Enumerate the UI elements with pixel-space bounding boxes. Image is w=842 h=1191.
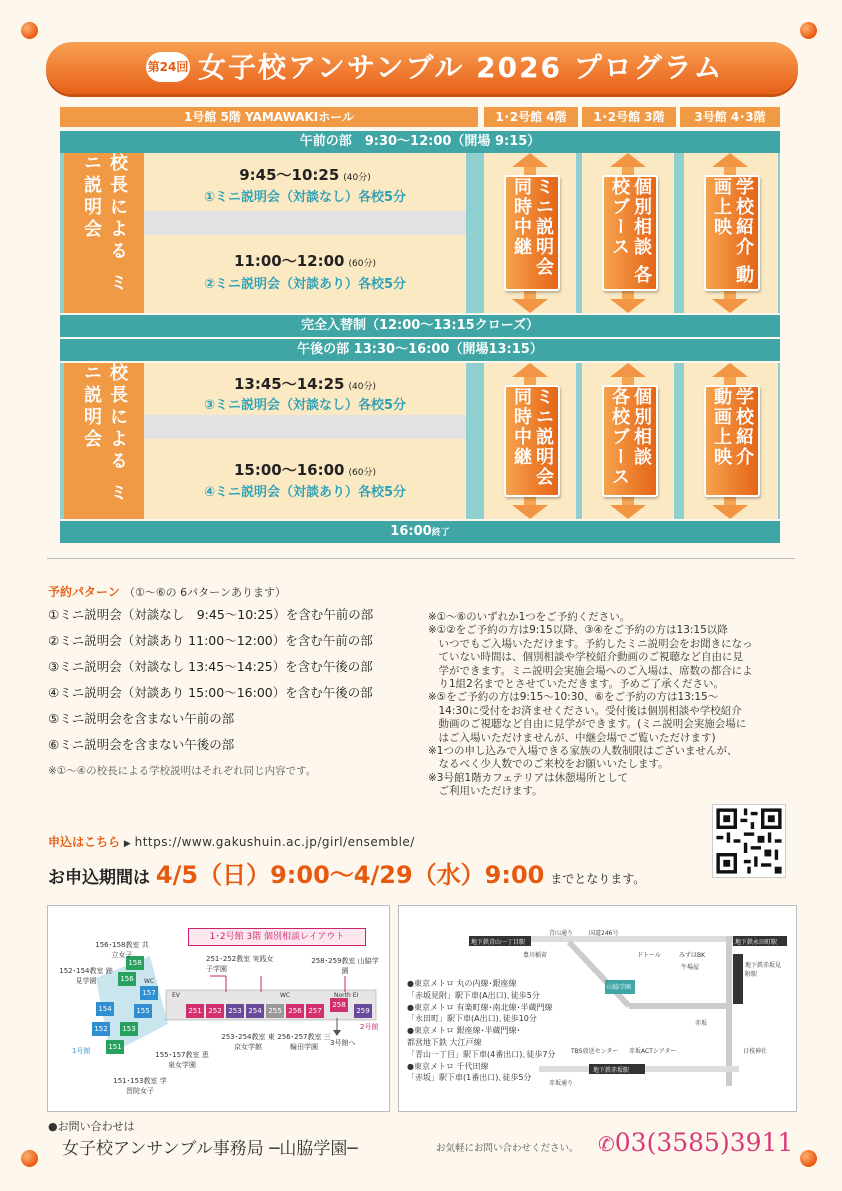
video-label: 学校紹介 動画上映	[704, 175, 760, 291]
room-258: 258	[330, 998, 348, 1012]
session-name: ③ミニ説明会（対談なし）各校5分	[203, 398, 407, 413]
afternoon-side-label: 校長による ミニ説明会	[64, 363, 144, 519]
room-157: 157	[140, 986, 158, 1000]
note-line: ※①②をご予約の方は9:15以降、③④をご予約の方は13:15以降	[428, 624, 728, 637]
session-time: 11:00〜12:00 (60分)	[234, 252, 376, 270]
place-label: 牛場屋	[681, 964, 700, 971]
room-256: 256	[286, 1004, 304, 1018]
schedule-table	[60, 107, 780, 543]
phone-icon: ✆	[598, 1132, 615, 1156]
relay-label: ミニ説明会 同時中継	[504, 385, 560, 497]
note-line: はご入場いただけませんが、中継会場でご覧いただけます)	[428, 731, 716, 744]
school-label: 151･153教室 学習院女子	[113, 1077, 167, 1095]
note-line: 学ができます。ミニ説明会実施会場へのご入場は、席数の都合によ	[428, 664, 753, 677]
place-label: 赤坂	[695, 1020, 708, 1027]
pattern-item: ④ミニ説明会（対談あり 15:00〜16:00）を含む午後の部	[48, 685, 373, 700]
school-label: 155･157教室 恵泉女学園	[155, 1051, 209, 1069]
room-158: 158	[126, 956, 144, 970]
contact-hint: お気軽にお問い合わせください。	[436, 1143, 579, 1154]
room-254: 254	[246, 1004, 264, 1018]
access-line: ●東京メトロ 千代田線	[407, 1061, 489, 1071]
room-153: 153	[120, 1022, 138, 1036]
session-name: ④ミニ説明会（対談あり）各校5分	[203, 485, 407, 500]
note-line: 14:30に受付をお済ませください。受付後は個別相談や学校紹介	[428, 704, 742, 717]
pattern-item: ①ミニ説明会（対談なし 9:45〜10:25）を含む午前の部	[48, 607, 374, 622]
access-line: ●東京メトロ 有楽町線･南北線･半蔵門線	[407, 1002, 553, 1012]
school-label: 258･259教室 山脇学園	[311, 957, 379, 975]
floor-map	[47, 905, 390, 1112]
apply-row	[48, 833, 415, 850]
note-line: ※3号館1階カフェテリアは休憩場所として	[428, 771, 629, 784]
apply-label: 申込はこちら	[48, 835, 121, 849]
room-156: 156	[118, 972, 136, 986]
period-value: 4/5（日）9:00〜4/29（水）9:00	[155, 861, 545, 889]
phone-number[interactable]: ✆03(3585)3911	[598, 1128, 794, 1157]
session-time: 9:45〜10:25 (40分)	[239, 166, 371, 184]
corner-dot	[800, 1150, 817, 1167]
place-label: 日枝神社	[743, 1048, 768, 1055]
venue-main-header: 1号館 5階 YAMAWAKIホール	[60, 107, 478, 127]
corner-dot	[21, 1150, 38, 1167]
end-banner: 16:00終了	[60, 521, 780, 543]
room-257: 257	[306, 1004, 324, 1018]
apply-period: お申込期間は 4/5（日）9:00〜4/29（水）9:00 までとなります。	[48, 861, 646, 889]
room-252: 252	[206, 1004, 224, 1018]
note-line: 動画のご視聴など自由に見学ができます。(ミニ説明会実施会場に	[428, 718, 747, 731]
north-ei-mark: North EI	[334, 992, 359, 999]
arrow-right-icon: ▶	[123, 839, 131, 849]
ev-mark: EV	[172, 992, 180, 999]
access-line: 「赤坂見附」駅下車(A出口)､徒歩5分	[407, 990, 540, 1000]
venue-col-header: 3号館 4･3階	[680, 107, 780, 127]
patterns-title: 予約パターン （①〜⑥の 6パターンあります）	[48, 585, 286, 599]
station-label: 地下鉄青山一丁目駅	[471, 939, 526, 946]
morning-header: 午前の部 9:30〜12:00（開場 9:15）	[60, 131, 780, 153]
bldg1-mark: 1号館	[72, 1047, 91, 1055]
patterns-footnote: ※①〜④の校長による学校説明はそれぞれ同じ内容です。	[48, 765, 317, 777]
school-label: 253･254教室 東京女学館	[221, 1033, 275, 1051]
session-name: ①ミニ説明会（対談なし）各校5分	[203, 190, 407, 205]
afternoon-header: 午後の部 13:30〜16:00（開場13:15）	[60, 339, 780, 361]
note-line: ※⑤をご予約の方は9:15〜10:30、⑥をご予約の方は13:15〜	[428, 691, 719, 704]
room-255: 255	[266, 1004, 284, 1018]
notes-list	[428, 611, 798, 799]
note-line: ていない時間は、個別相談や学校紹介動画のご視聴など自由に見	[428, 651, 743, 664]
session-time: 15:00〜16:00 (60分)	[234, 461, 376, 479]
pattern-item: ③ミニ説明会（対談なし 13:45〜14:25）を含む午後の部	[48, 659, 373, 674]
place-label: みずほBK	[679, 952, 706, 959]
access-line: 「永田町」駅下車(A出口)､徒歩10分	[407, 1014, 537, 1024]
session-gap	[144, 211, 466, 235]
access-line: 都営地下鉄 大江戸線	[407, 1037, 482, 1047]
room-152: 152	[92, 1022, 110, 1036]
page-title: 女子校アンサンブル 2026 プログラム	[198, 51, 724, 84]
station-label: 地下鉄永田町駅	[735, 939, 778, 946]
contact-label: ●お問い合わせは	[48, 1120, 135, 1133]
place-label: 赤坂ACTシアター	[629, 1048, 677, 1055]
floor-map-title: 1･2号館 3階 個別相談レイアウト	[188, 928, 366, 946]
corner-dot	[21, 22, 38, 39]
note-line: り1組2名までとさせていただきます。予めご了承ください。	[428, 678, 725, 691]
room-251: 251	[186, 1004, 204, 1018]
video-cell	[684, 363, 778, 519]
street-label: 青山通り	[549, 930, 574, 937]
note-line: ご利用いただけます。	[428, 785, 543, 798]
consult-cell	[582, 363, 674, 519]
school-location: 山脇学園	[607, 984, 632, 991]
patterns-list	[48, 602, 438, 758]
access-list	[407, 978, 555, 1084]
note-line: いつでもご入場いただけます。予約したミニ説明会をお聞きになっ	[428, 637, 753, 650]
apply-link[interactable]: https://www.gakushuin.ac.jp/girl/ensemble/	[134, 835, 415, 849]
wc-mark: WC	[280, 992, 291, 999]
wc-mark: WC	[144, 978, 155, 985]
consult-label: 個別相談 各校ブース	[602, 175, 658, 291]
access-line: ●東京メトロ 丸の内線･銀座線	[407, 979, 517, 988]
bldg2-mark: 2号館	[360, 1023, 379, 1031]
video-cell	[684, 153, 778, 313]
divider	[47, 558, 795, 559]
place-label: 豊川稲荷	[523, 952, 548, 959]
morning-side-label: 校長による ミニ説明会	[64, 153, 144, 313]
relay-cell	[484, 153, 576, 313]
place-label: ドトール	[637, 952, 661, 959]
pattern-item: ⑥ミニ説明会を含まない午後の部	[48, 737, 235, 752]
video-label: 学校紹介 動画上映	[704, 385, 760, 497]
access-map	[398, 905, 797, 1112]
title-banner	[46, 42, 798, 94]
access-line: 「青山一丁目」駅下車(4番出口)､徒歩7分	[407, 1049, 556, 1059]
room-155: 155	[134, 1004, 152, 1018]
corner-dot	[800, 22, 817, 39]
session-time: 13:45〜14:25 (40分)	[234, 375, 376, 393]
school-label: 251･252教室 実践女子学園	[206, 955, 274, 973]
session-gap	[144, 415, 466, 439]
venue-col-header: 1･2号館 4階	[484, 107, 578, 127]
note-line: なるべく少人数でのご来校をお願いいたします。	[428, 758, 669, 771]
school-label: 256･257教室 三輪田学園	[277, 1033, 331, 1051]
qr-code-icon[interactable]	[712, 804, 786, 878]
contact-name: 女子校アンサンブル事務局 ─山脇学園─	[62, 1139, 358, 1159]
room-259: 259	[354, 1004, 372, 1018]
session-name: ②ミニ説明会（対談あり）各校5分	[203, 277, 407, 292]
break-banner: 完全入替制（12:00〜13:15クローズ）	[60, 315, 780, 337]
consult-label: 個別相談 各校ブース	[602, 385, 658, 497]
note-line: ※①〜⑥のいずれか1つをご予約ください。	[428, 611, 631, 623]
station-label: 地下鉄赤坂見附駅	[745, 962, 782, 978]
place-label: TBS放送センター	[571, 1048, 619, 1055]
room-253: 253	[226, 1004, 244, 1018]
room-151: 151	[106, 1040, 124, 1054]
school-label: 152･154教室 跡見学園	[59, 967, 113, 985]
school-label: 156･158教室 共立女子	[95, 941, 149, 959]
relay-label: ミニ説明会 同時中継	[504, 175, 560, 291]
relay-cell	[484, 363, 576, 519]
station-label: 地下鉄赤坂駅	[593, 1067, 630, 1074]
bldg3-mark: 3号館へ	[330, 1039, 356, 1047]
venue-col-header: 1･2号館 3階	[582, 107, 676, 127]
street-label: 国道246号	[589, 930, 619, 937]
pattern-item: ②ミニ説明会（対談あり 11:00〜12:00）を含む午前の部	[48, 633, 373, 648]
access-line: ●東京メトロ 銀座線･半蔵門線･	[407, 1026, 521, 1036]
street-label: 赤坂通り	[549, 1080, 574, 1087]
consult-cell	[582, 153, 674, 313]
edition-badge: 第24回	[146, 52, 190, 82]
pattern-item: ⑤ミニ説明会を含まない午前の部	[48, 711, 235, 726]
access-line: 「赤坂」駅下車(1番出口)､徒歩5分	[407, 1073, 532, 1083]
note-line: ※1つの申し込みで入場できる家族の人数制限はございませんが、	[428, 745, 738, 758]
room-154: 154	[96, 1002, 114, 1016]
